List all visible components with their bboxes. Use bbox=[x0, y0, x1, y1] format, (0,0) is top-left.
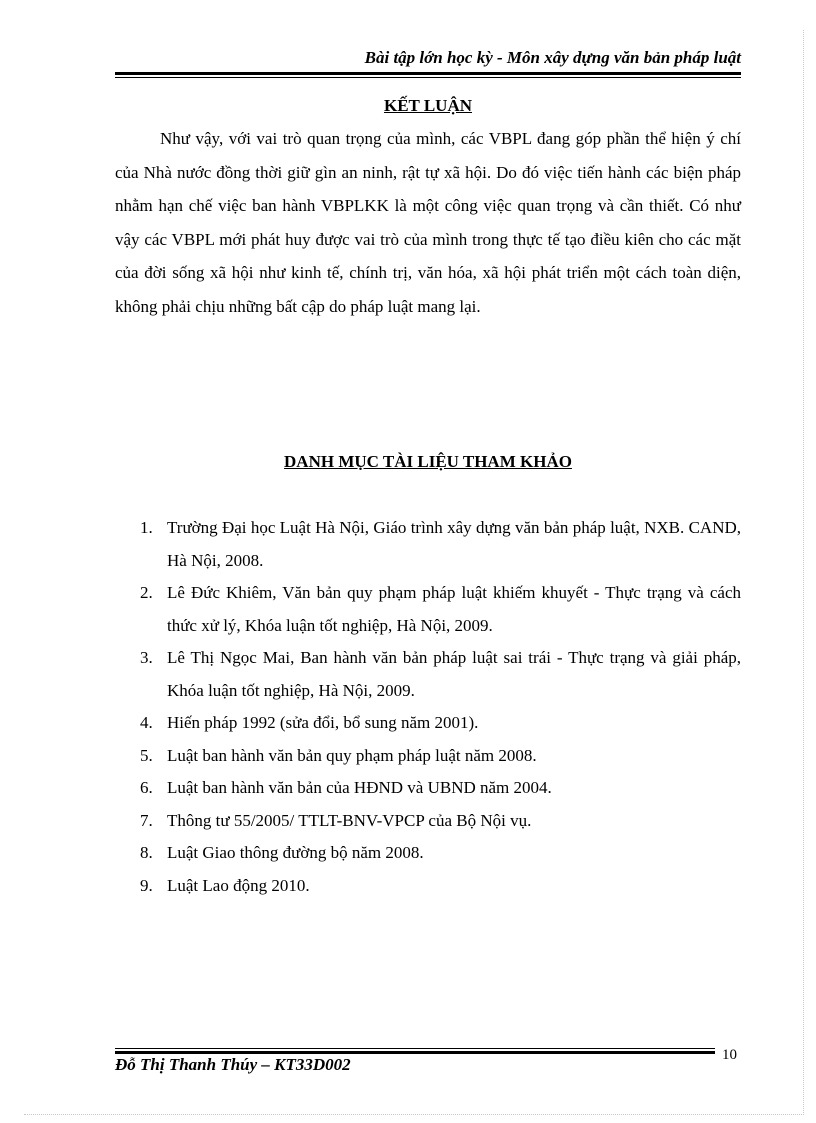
footer-rule-thin bbox=[115, 1048, 715, 1049]
reference-text: Lê Thị Ngọc Mai, Ban hành văn bản pháp luật sai trái - Thực trạng và giải pháp, Khóa luận tốt nghiệp, Hà Nội, 2009. bbox=[167, 648, 741, 700]
reference-text: Hiến pháp 1992 (sửa đổi, bổ sung năm 2001). bbox=[167, 713, 479, 732]
conclusion-heading: KẾT LUẬN bbox=[383, 96, 472, 115]
reference-text: Luật ban hành văn bản quy phạm pháp luật năm 2008. bbox=[167, 745, 537, 765]
reference-text: Thông tư 55/2005/ TTLT-BNV-VPCP của Bộ Nội vụ. bbox=[167, 810, 532, 830]
footer-rule bbox=[115, 1048, 715, 1054]
header-rule-thick bbox=[115, 72, 741, 75]
reference-text: Luật Lao động 2010. bbox=[167, 875, 310, 895]
reference-number: 1. bbox=[140, 518, 153, 537]
footer-rule-thick bbox=[115, 1051, 715, 1054]
header-rule-thin bbox=[115, 77, 741, 78]
reference-item bbox=[115, 577, 741, 642]
running-header-title: Bài tập lớn học kỳ - Môn xây dựng văn bản pháp luật bbox=[364, 48, 741, 67]
page-number: 10 bbox=[722, 1047, 737, 1063]
reference-number: 2. bbox=[140, 583, 153, 602]
conclusion-paragraph: Như vậy, với vai trò quan trọng của mình, các VBPL đang góp phần thể hiện ý chí của Nhà nước đồng thời giữ gìn an ninh, rật tự xã hội. Do đó việc tiến hành các biện pháp nhằm hạn chế việc ban hành VBPLKK là một công việc quan trọng và cần thiết. Có như vậy các VBPL mới phát huy được vai trò của mình trong thực tế tạo điều kiên cho các mặt của đời sống xã hội như kinh tế, chính trị, văn hóa, xã hội phát triển một cách toàn diện, không phải chịu những bất cập do pháp luật mang lại. bbox=[115, 129, 741, 316]
reference-number: 3. bbox=[140, 648, 153, 667]
reference-text: Lê Đức Khiêm, Văn bản quy phạm pháp luật khiếm khuyết - Thực trạng và cách thức xử lý, Khóa luận tốt nghiệp, Hà Nội, 2009. bbox=[167, 583, 741, 635]
reference-item bbox=[115, 805, 741, 838]
reference-item bbox=[115, 512, 741, 577]
reference-item bbox=[115, 642, 741, 707]
reference-item bbox=[115, 837, 741, 870]
reference-number: 9. bbox=[140, 875, 153, 895]
footer-author: Đỗ Thị Thanh Thúy – KT33D002 bbox=[115, 1055, 351, 1074]
reference-number: 4. bbox=[140, 713, 153, 732]
reference-number: 7. bbox=[140, 810, 153, 830]
reference-item bbox=[115, 707, 741, 740]
references-heading: DANH MỤC TÀI LIỆU THAM KHẢO bbox=[284, 452, 572, 471]
reference-number: 6. bbox=[140, 778, 153, 797]
reference-list bbox=[115, 512, 741, 902]
reference-item bbox=[115, 740, 741, 773]
header-rule bbox=[115, 72, 741, 81]
reference-text: Trường Đại học Luật Hà Nội, Giáo trình xây dựng văn bản pháp luật, NXB. CAND, Hà Nội, 2008. bbox=[167, 518, 741, 570]
reference-item bbox=[115, 772, 741, 805]
reference-text: Luật ban hành văn bản của HĐND và UBND năm 2004. bbox=[167, 778, 552, 797]
reference-number: 5. bbox=[140, 745, 153, 765]
reference-item bbox=[115, 870, 741, 903]
reference-number: 8. bbox=[140, 843, 153, 862]
reference-text: Luật Giao thông đường bộ năm 2008. bbox=[167, 843, 424, 862]
